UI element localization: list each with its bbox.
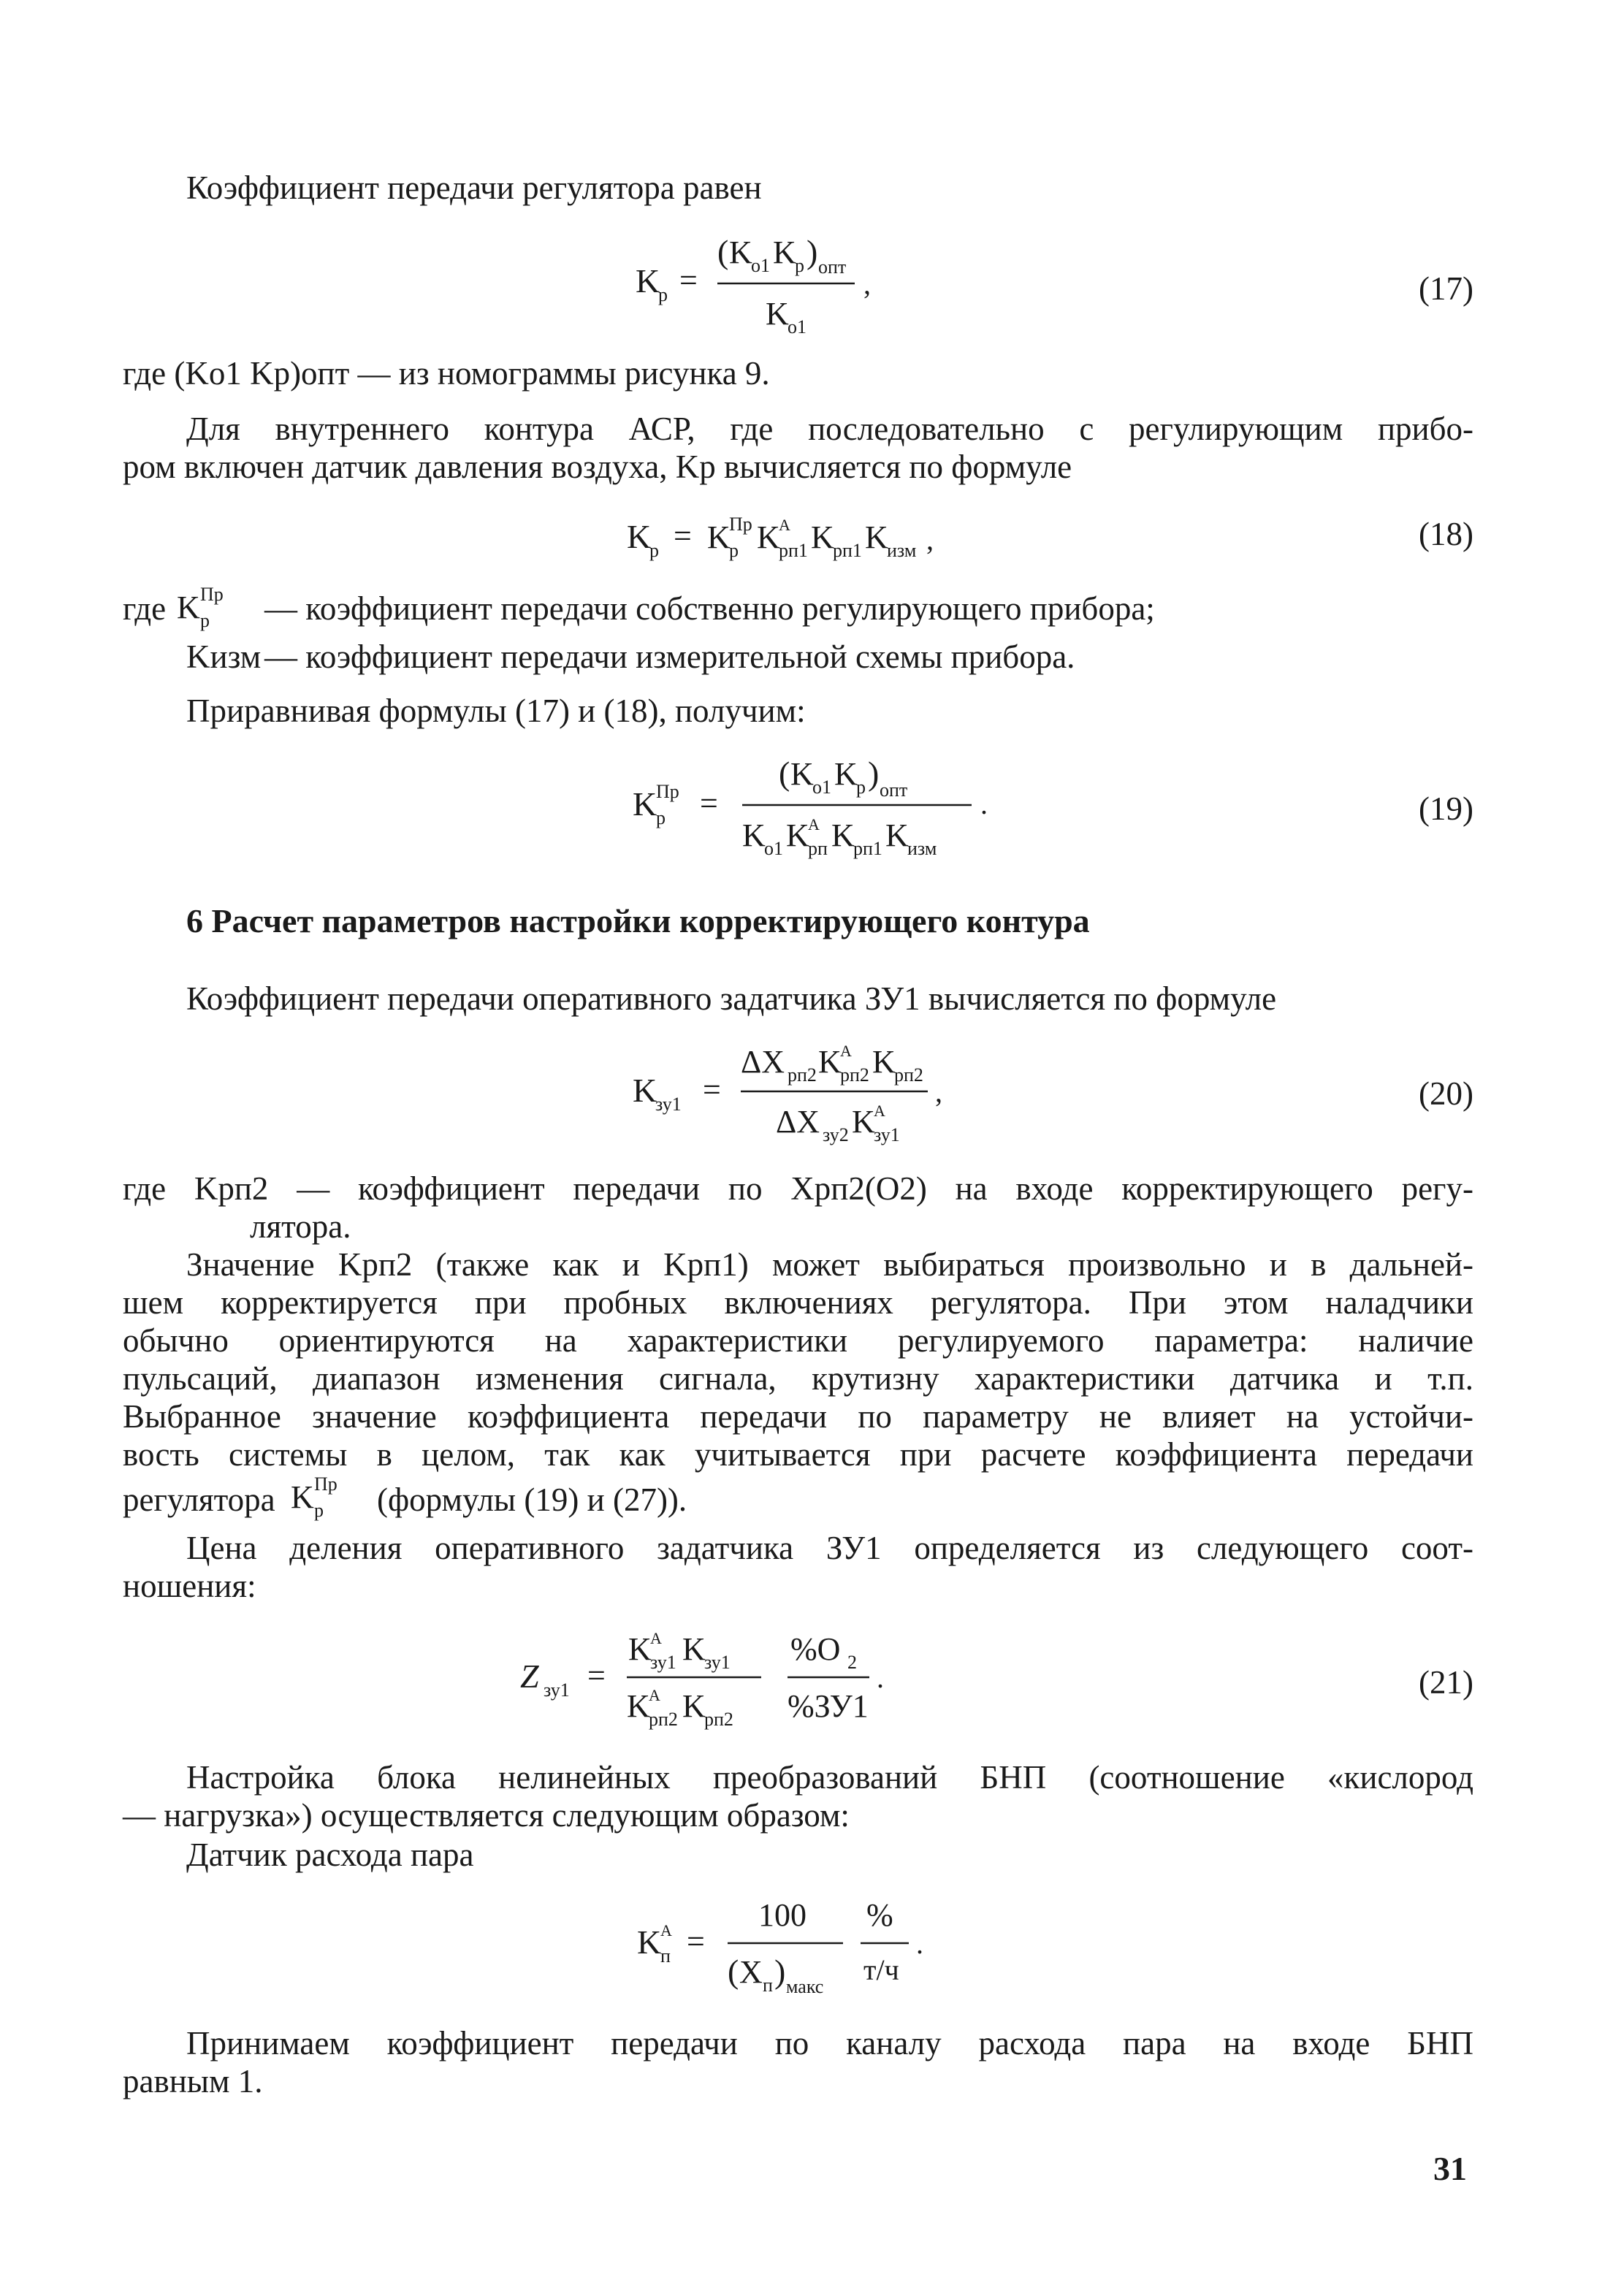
svg-text:р: р xyxy=(200,610,210,631)
formula-number: (17) xyxy=(1419,270,1473,307)
svg-text:,: , xyxy=(863,267,871,300)
svg-text:K: K xyxy=(627,1688,650,1724)
svg-text:рп2: рп2 xyxy=(704,1709,733,1730)
svg-text:Пр: Пр xyxy=(200,584,224,605)
svg-text:зу1: зу1 xyxy=(874,1124,900,1145)
svg-text:А: А xyxy=(660,1921,672,1940)
svg-text:Пр: Пр xyxy=(656,781,679,802)
svg-text:=: = xyxy=(687,1923,705,1959)
text-line: Коэффициент передачи оперативного задатчика ЗУ1 вычисляется по формуле xyxy=(186,980,1277,1017)
text-line: где xyxy=(123,590,167,627)
text-line: обычно ориентируются на характеристики регулируемого параметра: наличие xyxy=(123,1322,1473,1359)
svg-text:рп2: рп2 xyxy=(788,1064,817,1086)
svg-text:K: K xyxy=(633,785,657,823)
svg-text:,: , xyxy=(926,523,934,556)
text-line: Выбранное значение коэффициента передачи по параметру не влияет на устойчи- xyxy=(123,1398,1473,1435)
text-line: Приравнивая формулы (17) и (18), получим: xyxy=(186,693,806,729)
text-line: лятора. xyxy=(250,1208,351,1245)
svg-text:=: = xyxy=(587,1658,606,1693)
svg-text:K: K xyxy=(852,1104,875,1140)
formula-20 xyxy=(633,1033,976,1161)
svg-text:зу1: зу1 xyxy=(544,1679,570,1701)
section-heading: 6 Расчет параметров настройки корректирующего контура xyxy=(186,902,1090,939)
svg-text:о1: о1 xyxy=(751,255,770,276)
svg-text:.: . xyxy=(877,1661,884,1694)
svg-text:X: X xyxy=(739,1954,763,1990)
svg-text:рп2: рп2 xyxy=(894,1064,923,1086)
svg-text:зу1: зу1 xyxy=(704,1652,731,1673)
text-line: регулятора xyxy=(123,1481,275,1518)
text-line: где (Kо1 Kр)опт — из номограммы рисунка 9. xyxy=(123,355,770,392)
svg-text:р: р xyxy=(649,540,659,561)
text-line: шем корректируется при пробных включениях регулятора. При этом наладчики xyxy=(123,1284,1473,1321)
svg-text:K: K xyxy=(790,756,814,792)
svg-text:изм: изм xyxy=(907,838,937,859)
svg-text:Пр: Пр xyxy=(729,514,752,535)
svg-text:опт: опт xyxy=(880,779,908,801)
svg-text:%ЗУ1: %ЗУ1 xyxy=(788,1688,869,1724)
svg-text:K: K xyxy=(633,1072,657,1109)
text-line: — нагрузка») осуществляется следующим образом: xyxy=(123,1797,850,1834)
svg-text:): ) xyxy=(806,233,818,270)
formula-number: (19) xyxy=(1419,790,1473,827)
svg-text:зу1: зу1 xyxy=(650,1652,676,1673)
formula-19 xyxy=(633,738,1013,873)
svg-text:K: K xyxy=(177,590,200,625)
svg-text:=: = xyxy=(674,518,692,554)
svg-text:K: K xyxy=(786,817,809,853)
svg-text:Z: Z xyxy=(520,1658,539,1695)
svg-text:(: ( xyxy=(779,755,790,792)
svg-text:рп2: рп2 xyxy=(840,1064,869,1086)
svg-text:р: р xyxy=(729,540,739,561)
text-line: Значение Kрп2 (также как и Kрп1) может выбираться произвольно и в дальней- xyxy=(186,1246,1473,1283)
svg-text:рп1: рп1 xyxy=(779,540,808,561)
svg-text:р: р xyxy=(656,807,666,828)
text-line: ром включен датчик давления воздуха, Kр вычисляется по формуле xyxy=(123,449,1072,485)
symbol-kp-pr xyxy=(177,576,243,638)
svg-text:о1: о1 xyxy=(788,316,806,337)
svg-text:р: р xyxy=(314,1500,324,1521)
svg-text:т/ч: т/ч xyxy=(863,1953,899,1986)
svg-text:А: А xyxy=(649,1686,660,1704)
svg-text:,: , xyxy=(935,1075,942,1108)
svg-text:K: K xyxy=(682,1688,706,1724)
svg-text:рп: рп xyxy=(808,838,828,859)
svg-text:K: K xyxy=(885,817,909,853)
svg-text:(: ( xyxy=(717,233,729,270)
svg-text:рп1: рп1 xyxy=(833,540,862,561)
page-number: 31 xyxy=(1433,2150,1467,2187)
svg-text:%O: %O xyxy=(790,1631,841,1667)
svg-text:(: ( xyxy=(728,1953,739,1990)
svg-text:100: 100 xyxy=(758,1897,806,1933)
svg-text:K: K xyxy=(682,1631,706,1667)
text-line: Коэффициент передачи регулятора равен xyxy=(186,169,762,206)
formula-21 xyxy=(520,1617,929,1738)
svg-text:): ) xyxy=(868,755,880,792)
svg-text:K: K xyxy=(742,817,766,853)
svg-text:рп2: рп2 xyxy=(649,1709,678,1730)
svg-text:о1: о1 xyxy=(764,838,783,859)
svg-text:зу1: зу1 xyxy=(655,1094,682,1115)
svg-text:%: % xyxy=(866,1897,893,1933)
svg-text:K: K xyxy=(766,296,789,332)
svg-text:=: = xyxy=(679,262,698,298)
svg-text:ΔX: ΔX xyxy=(741,1044,785,1080)
text-line: — коэффициент передачи собственно регулирующего прибора; xyxy=(264,590,1155,627)
svg-text:K: K xyxy=(707,519,731,555)
text-line: Настройка блока нелинейных преобразований БНП (соотношение «кислород xyxy=(186,1759,1473,1796)
svg-text:K: K xyxy=(757,519,780,555)
svg-text:.: . xyxy=(916,1927,923,1960)
text-line: Kизм xyxy=(186,638,262,675)
svg-text:K: K xyxy=(628,1631,652,1667)
formula-number: (18) xyxy=(1419,516,1473,552)
svg-text:K: K xyxy=(773,234,796,270)
text-line: (формулы (19) и (27)). xyxy=(377,1481,687,1518)
svg-text:опт: опт xyxy=(818,256,847,278)
text-line: Датчик расхода пара xyxy=(186,1837,474,1873)
svg-text:K: K xyxy=(834,756,858,792)
formula-18 xyxy=(627,504,1036,573)
svg-text:K: K xyxy=(636,262,660,300)
svg-text:п: п xyxy=(763,1975,773,1996)
svg-text:K: K xyxy=(291,1479,314,1515)
text-line: где Kрп2 — коэффициент передачи по Xрп2(O2) на входе корректирующего регу- xyxy=(123,1170,1473,1207)
svg-text:Пр: Пр xyxy=(314,1473,338,1495)
text-line: Для внутреннего контура АСР, где последовательно с регулирующим прибо- xyxy=(186,411,1473,447)
svg-text:А: А xyxy=(874,1102,885,1120)
text-line: равным 1. xyxy=(123,2063,263,2099)
svg-text:2: 2 xyxy=(847,1652,857,1673)
svg-text:K: K xyxy=(818,1044,842,1080)
svg-text:А: А xyxy=(779,516,790,534)
svg-text:K: K xyxy=(865,519,888,555)
svg-text:K: K xyxy=(811,519,834,555)
text-line: — коэффициент передачи измерительной схемы прибора. xyxy=(264,638,1075,675)
svg-text:K: K xyxy=(637,1923,662,1961)
svg-text:о1: о1 xyxy=(812,777,831,798)
symbol-kp-pr xyxy=(291,1465,356,1528)
svg-text:макс: макс xyxy=(786,1976,824,1997)
text-line: вость системы в целом, так как учитывается при расчете коэффициента передачи xyxy=(123,1436,1473,1473)
svg-text:п: п xyxy=(660,1945,671,1967)
svg-text:.: . xyxy=(980,787,988,820)
text-line: ношения: xyxy=(123,1568,256,1604)
svg-text:K: K xyxy=(729,234,752,270)
svg-text:зу2: зу2 xyxy=(823,1124,849,1145)
svg-text:р: р xyxy=(795,255,804,276)
svg-text:ΔX: ΔX xyxy=(776,1104,820,1140)
text-line: пульсаций, диапазон изменения сигнала, крутизну характеристики датчика и т.п. xyxy=(123,1360,1473,1397)
svg-text:А: А xyxy=(808,815,820,834)
svg-text:K: K xyxy=(627,518,652,555)
svg-text:K: K xyxy=(872,1044,896,1080)
svg-text:А: А xyxy=(650,1629,662,1647)
svg-text:А: А xyxy=(840,1042,852,1060)
svg-text:): ) xyxy=(774,1953,786,1990)
svg-text:=: = xyxy=(703,1072,721,1107)
svg-text:рп1: рп1 xyxy=(853,838,882,859)
svg-text:р: р xyxy=(658,284,668,305)
svg-text:изм: изм xyxy=(887,540,917,561)
svg-text:=: = xyxy=(700,785,718,821)
svg-text:K: K xyxy=(831,817,855,853)
text-line: Цена деления оперативного задатчика ЗУ1 определяется из следующего соот- xyxy=(186,1530,1473,1566)
svg-text:р: р xyxy=(856,777,866,798)
formula-number: (21) xyxy=(1419,1664,1473,1701)
text-line: Принимаем коэффициент передачи по каналу расхода пара на входе БНП xyxy=(186,2025,1473,2062)
formula-number: (20) xyxy=(1419,1075,1473,1112)
formula-17 xyxy=(636,216,899,344)
formula-kn xyxy=(637,1885,958,2013)
